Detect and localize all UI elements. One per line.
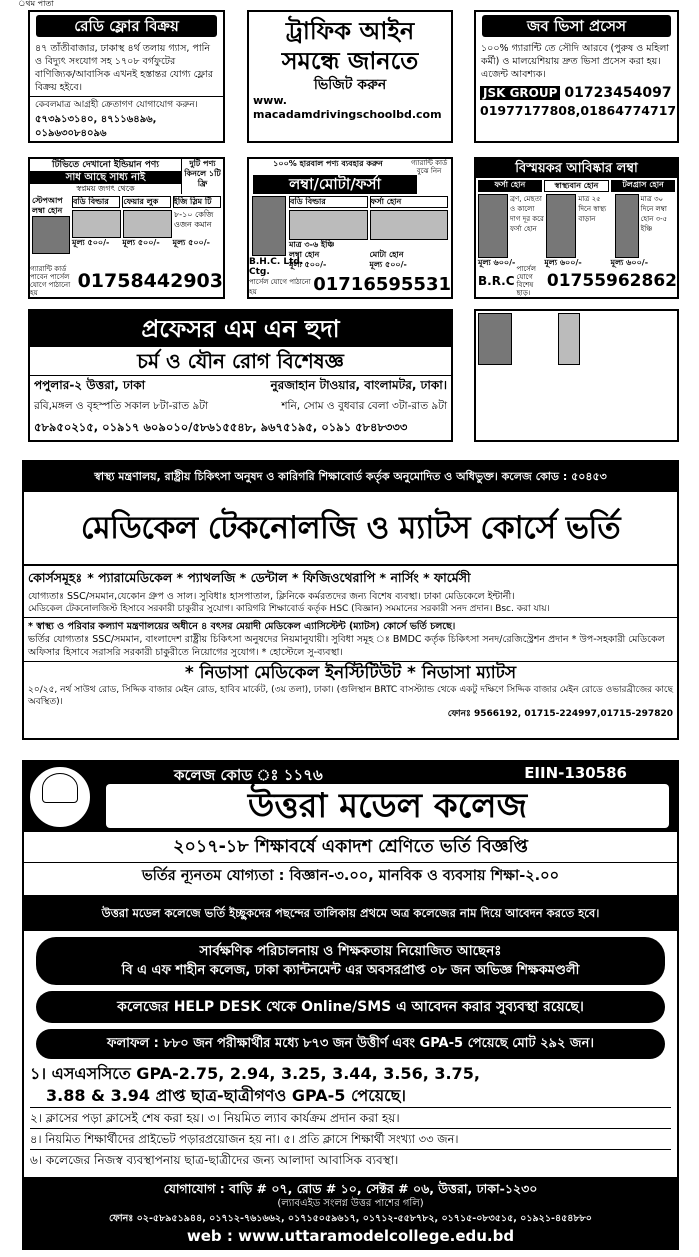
ad-huda-loc2: নুরজাহান টাওয়ার, বাংলামটর, ঢাকা। — [270, 378, 447, 392]
college-code: কলেজ কোড ঃ ১১৭৬ — [174, 766, 323, 784]
ad-brc-mid-3: মাত্র ৩০ দিনে লম্বা হোন ৩-৫ ইঞ্চি — [640, 195, 668, 233]
ad-indian-price-3: মূল্য ৫০০/- — [172, 238, 211, 247]
top-strip: ্রথম পাতা — [18, 0, 54, 8]
college-ad — [22, 760, 679, 1250]
college-name: উত্তরা মডেল কলেজ — [247, 786, 528, 826]
product-photo — [72, 210, 121, 238]
ad-traffic-law — [247, 10, 453, 143]
college-teachers-line1: সার্বক্ষণিক পরিচালনায় ও শিক্ষকতায় নিয়োজিত আছেনঃ — [199, 943, 502, 959]
ad-indian-offer: দুটি পণ্য কিনলে ১টি ফ্রি — [181, 159, 223, 194]
college-teachers-line2: বি এ এফ শাহীন কলেজ, ঢাকা ক্যান্টনমেন্ট এর অবসরপ্রাপ্ত ০৮ জন অভিজ্ঞ শিক্ষকমণ্ডলী — [121, 963, 580, 978]
college-seal-year: ২০০৯ — [49, 805, 71, 814]
ad-prof-huda — [28, 309, 453, 442]
hair-photo — [558, 313, 580, 365]
ad-visa-title: জব ভিসা প্রসেস — [482, 15, 671, 37]
college-point-5: ৬। কলেজের নিজস্ব ব্যবস্থাপনায় ছাত্র-ছাত্রীদের জন্য আলাদা আবাসিক ব্যবস্থা। — [30, 1149, 671, 1170]
ad-visa-company: JSK GROUP — [480, 86, 560, 100]
medical-mats: * স্বাস্থ্য ও পরিবার কল্যাণ মন্ত্রণালয়ের অধীনে ৪ বৎসর মেয়াদী মেডিকেল এ্যাসিস্টেন্ট (ম্যাটস) কোর্সে ভর্তি চলছে। — [28, 621, 456, 632]
ad-brc-mid-1: ব্রণ, মেছতা ও কালো দাগ দূর করে ফর্সা হোন — [510, 195, 544, 233]
college-point-3: ২। ক্লাসের পড়া ক্লাসেই শেষ করা হয়। ৩। নিয়মিত ল্যাব কার্যক্রম প্রদান করা হয়। — [30, 1107, 671, 1128]
ad-floor-note: কেবলমাত্র আগ্রহী ক্রেতাগণ যোগাযোগ করুন। — [30, 96, 223, 113]
ad-visa-phone1: 01723454097 — [564, 85, 672, 101]
ad-indian-phone: 01758442903 — [77, 270, 223, 292]
seal-emblem-icon — [42, 773, 78, 803]
ad-bhc-label-1: বডি বিল্ডার — [289, 196, 368, 208]
ad-bhc-title: লম্বা/মোটা/ফর্সা — [253, 175, 417, 194]
ad-indian-item-2: ফেয়ার লুক — [122, 196, 170, 208]
ad-bhc-price-1: মূল্য ৫০০/- — [289, 260, 327, 269]
ad-bhc-phone: 01716595531 — [313, 274, 451, 295]
college-contact: যোগাযোগ : বাড়ি # ০৭, রোড # ১০, সেক্টর # ০৬, উত্তরা, ঢাকা-১২৩০ — [163, 1181, 538, 1196]
man-photo — [478, 313, 512, 365]
ad-brc-title: বিস্ময়কর আবিষ্কার লম্বা — [476, 159, 677, 178]
ad-indian-title1: টিভিতে দেখানো ইন্ডিয়ান পণ্য — [52, 160, 159, 170]
medical-courses-label: কোর্সসমূহঃ — [28, 570, 83, 585]
ad-brc-parcel: পার্সেল যোগে বিশেষ ছাড়। — [516, 265, 536, 297]
body-photo — [546, 194, 576, 258]
college-result: ফলাফল : ৮৮০ জন পরীক্ষার্থীর মধ্যে ৮৭৩ জন উত্তীর্ণ এবং GPA-5 পেয়েছে মোট ২৯২ জন। — [36, 1029, 665, 1059]
ad-visa-phone2: 01977177808,01864774717 — [480, 103, 677, 118]
ad-huda-name: প্রফেসর এম এন হুদা — [30, 311, 451, 347]
college-admission: ২০১৭-১৮ শিক্ষাবর্ষে একাদশ শ্রেণিতে ভর্তি বিজ্ঞপ্তি — [24, 832, 677, 863]
man-photo — [615, 194, 639, 258]
ad-brc-company: B.R.C — [478, 274, 515, 288]
ad-traffic-line2: সমন্ধে জানতে — [281, 47, 419, 75]
ad-indian-title2: সাধ আছে সাধ্য নাই — [30, 171, 181, 184]
face-photo — [478, 194, 508, 258]
college-teachers — [36, 937, 665, 985]
ad-traffic-url[interactable]: macadamdrivingschoolbd.com — [253, 108, 442, 121]
ad-floor-body: ৪৭ তাঁতীবাজার, ঢাকাস্থ ৪র্থ তলায় গ্যাস, পানি ও বিদ্যুৎ সংযোগ সহ ১৭০৮ বর্গফুটের বাণিজ্যিক/আবাসিক এখনই হস্তান্তর যোগ্য ফ্লোর বিক্রয় হইবে। — [35, 43, 213, 93]
medical-phone: ফোনঃ 9566192, 01715-224997,01715-297820 — [447, 709, 673, 719]
ad-bhc-label-2: ফর্সা হোন — [370, 196, 449, 208]
medical-courses: * প্যারামেডিকেল * প্যাথলজি * ডেন্টাল * ফিজিওথেরাপি * নার্সিং * ফার্মেসী — [87, 570, 471, 585]
medical-address: ২০/২৫, নর্থ সাউথ রোড, সিদ্দিক বাজার মেইন রোড, হাবিব মার্কেট, (৩য় তলা), ঢাকা। (গুলিস্থান BRTC বাসস্ট্যান্ড থেকে একটু দক্ষিণে সিদ্দিক বাজার মেইন রোডে ওভারব্রীজের কাছে অবস্থিত)। — [28, 685, 673, 707]
ad-brc-label-1: ফর্সা হোন — [478, 180, 542, 192]
college-point-2: 3.88 & 3.94 প্রাপ্ত ছাত্র-ছাত্রীগণও GPA-5 পেয়েছে। — [46, 1086, 406, 1105]
ad-floor-title: রেডি ফ্লোর বিক্রয় — [36, 15, 217, 37]
ad-indian-item-1: বডি বিল্ডার — [72, 196, 120, 208]
ad-indian-weight: ৮-১০ কেজি ওজন কমান — [174, 210, 214, 229]
ad-huda-time2: শনি, সোম ও বুধবার বেলা ৩টা-রাত ৯টা — [281, 400, 447, 412]
man-photo — [252, 196, 286, 256]
ad-bhc-parcel: পার্সেল যোগে পাঠানো হয় — [249, 278, 311, 296]
ad-traffic-line1: ট্রাফিক আইন — [285, 17, 415, 45]
ad-bhc-card: গ্যারান্টি কার্ড বুঝে নিন — [410, 159, 448, 175]
college-min-req: ভর্তির ন্যূনতম যোগ্যতা : বিজ্ঞান-৩.০০, মানবিক ও ব্যবসায় শিক্ষা-২.০০ — [141, 868, 560, 884]
ad-huda-specialty: চর্ম ও যৌন রোগ বিশেষজ্ঞ — [30, 347, 451, 376]
college-web[interactable]: web : www.uttaramodelcollege.edu.bd — [186, 1227, 515, 1245]
ad-brc-phone: 01755962862 — [546, 271, 677, 291]
ad-brc — [474, 157, 679, 299]
product-photo — [32, 216, 70, 254]
ad-brc-label-2: স্বাস্থ্যবান হোন — [544, 180, 610, 192]
body-photo — [289, 210, 368, 240]
college-point-1: ১। এসএসসিতে GPA-2.75, 2.94, 3.25, 3.44, 3.56, 3.75, — [30, 1064, 480, 1083]
medical-approval: স্বাস্থ্য মন্ত্রণালয়, রাষ্ট্রীয় চিকিৎসা অনুষদ ও কারিগরি শিক্ষাবোর্ড কর্তৃক অনুমোদিত ও অধিভুক্ত। কলেজ কোড : ৫০৪৫৩ — [24, 462, 677, 492]
ad-brc-label-3: টলগ্রাস হোন — [611, 180, 675, 192]
ad-huda-loc1: পপুলার-২ উত্তরা, ঢাকা — [34, 378, 146, 392]
ad-indian-stamp: স্টেপআপ লম্বা হোন — [32, 196, 63, 215]
college-helpdesk: কলেজের HELP DESK থেকে Online/SMS এ আবেদন করার সুব্যবস্থা রয়েছে। — [36, 991, 665, 1023]
ad-bhc-price-2: মূল্য ৫০০/- — [369, 260, 407, 269]
product-photo — [370, 210, 449, 240]
ad-huda-time1: রবি,মঙ্গল ও বৃহস্পতি সকাল ৮টা-রাত ৯টা — [34, 400, 209, 412]
college-landmark: (ল্যাবএইড সংলগ্ন উত্তর পাশের গলি) — [277, 1198, 424, 1209]
ad-indian-price-1: মূল্য ৫০০/- — [72, 238, 110, 247]
ad-bhc-company: B.H.C. Ltd. Ctg. — [249, 257, 304, 277]
college-apply: উত্তরা মডেল কলেজে ভর্তি ইচ্ছুকদের পছন্দের তালিকায় প্রথমে অত্র কলেজের নাম দিয়ে আবেদন করতে হবে। — [24, 895, 677, 931]
ad-indian-guarantee: গ্যারান্টি কার্ড পাবেন পার্সেল যোগে পাঠানো হয় — [30, 265, 71, 297]
college-point-4: ৪। নিয়মিত শিক্ষার্থীদের প্রাইভেট পড়ারপ্রয়োজন হয় না। ৫। প্রতি ক্লাসে শিক্ষার্থী সংখ্যা ৩৩ জন। — [30, 1128, 671, 1149]
ad-traffic-www: www. — [253, 94, 287, 107]
ad-brc-price-3: মূল্য ৬০০/- — [610, 258, 649, 267]
ad-indian-products — [28, 157, 225, 299]
ad-brc-price-1: মূল্য ৬০০/- — [478, 258, 516, 267]
medical-ad — [22, 460, 679, 740]
ad-brc-mid-2: মাত্র ২৫ দিনে স্বাস্থ্য বাড়ান — [578, 195, 607, 223]
ad-indian-item-4: ইজি স্লিম টি — [173, 196, 221, 208]
ad-bhc-top: ১০০% হারবাল পণ্য ব্যবহার করুন — [273, 159, 383, 168]
college-phones: ফোনঃ ০২-৫৮৯৫১৯৪৪, ০১৭১২-৭৬১৬৬২, ০১৭১৫০৫৯৬১৭, ০১৭১২-৫৫৮৭৮২, ০১৭১৫-০৮৩৫১৫, ০১৯২১-৪৫৪৮৮০ — [109, 1213, 592, 1224]
medical-note: মেডিকেল টেকনোলজিস্ট হিসাবে সরকারী চাকুরীর সুযোগ। কারিগরি শিক্ষাবোর্ড কর্তৃক HSC (বিজ্ঞান) সমমানের সরকারী সনদ প্রদান। Bsc. করা যায়। — [28, 604, 550, 614]
ad-indian-price-2: মূল্য ৫০০/- — [122, 238, 160, 247]
college-eiin: EIIN-130586 — [524, 764, 627, 782]
ad-bhc — [247, 157, 453, 299]
ad-job-visa — [474, 10, 679, 143]
ad-floor-sale — [28, 10, 225, 143]
college-seal — [28, 765, 92, 829]
ad-visa-body: ১০০% গ্যারান্টি তে সৌদি আরবে (পুরুষ ও মহিলা কর্মী) ও মালয়েশিয়ায় দ্রুত ভিসা প্রসেস করা হয়। এজেন্ট আবশ্যক। — [481, 43, 670, 80]
medical-eligibility: যোগ্যতাঃ SSC/সমমান,যেকোন গ্রুপ ও সাল। সুবিধাঃ হাসপাতাল, ক্লিনিকে কর্মরতদের জন্য বিশেষ ব্যবস্থা। ঢাকা মেডিকেলে ইন্টার্নী। — [28, 591, 515, 602]
ad-traffic-line3: ভিজিট করুন — [313, 77, 387, 93]
ad-bhc-label-3: লম্বা হোন — [289, 250, 320, 259]
product-photo — [123, 210, 172, 238]
ad-euro — [474, 309, 679, 442]
medical-mats2: ভর্তির যোগ্যতাঃ SSC/সমমান, বাংলাদেশ রাষ্ট্রীয় চিকিৎসা অনুষদের নিয়মানুযায়ী। সুবিধা সমূহ ঃ BMDC কর্তৃক চিকিৎসা সনদ/রেজিস্ট্রেশন প্রদান * উপ-সহকারী মেডিকেল অফিসার হিসাবে সরাসরি সরকারী চাকুরীতে নিয়োগের সুযোগ। * হোস্টেলে সু-ব্যবস্থা। — [28, 634, 665, 658]
ad-bhc-sub1: মাত্র ৩-৬ ইঞ্চি — [289, 240, 335, 249]
medical-institute: * নিডাসা মেডিকেল ইনস্টিটিউট * নিডাসা ম্যাটস — [24, 661, 677, 684]
ad-floor-phones: ৫৭৩৯১৩১৪০, ৪৭১১৬৪৯৬, ০১৯৬৩০৮৪০৯৬ — [35, 114, 157, 139]
ad-brc-price-2: মূল্য ৬০০/- — [544, 258, 582, 267]
ad-huda-phones: ৫৮৯৫০২১৫, ০১৯১৭ ৬০৯০১০/৫৮৬১৫৫৪৮, ৯৬৭৫১৯৫, ০১৯১ ৫৮৪৮৩৩৩ — [34, 420, 408, 434]
medical-headline: মেডিকেল টেকনোলজি ও ম্যাটস কোর্সে ভর্তি — [80, 510, 621, 546]
ad-bhc-label-4: মোটা হোন — [369, 250, 404, 259]
ad-indian-sub: স্বপ্নময় জগৎ থেকে — [76, 184, 135, 193]
